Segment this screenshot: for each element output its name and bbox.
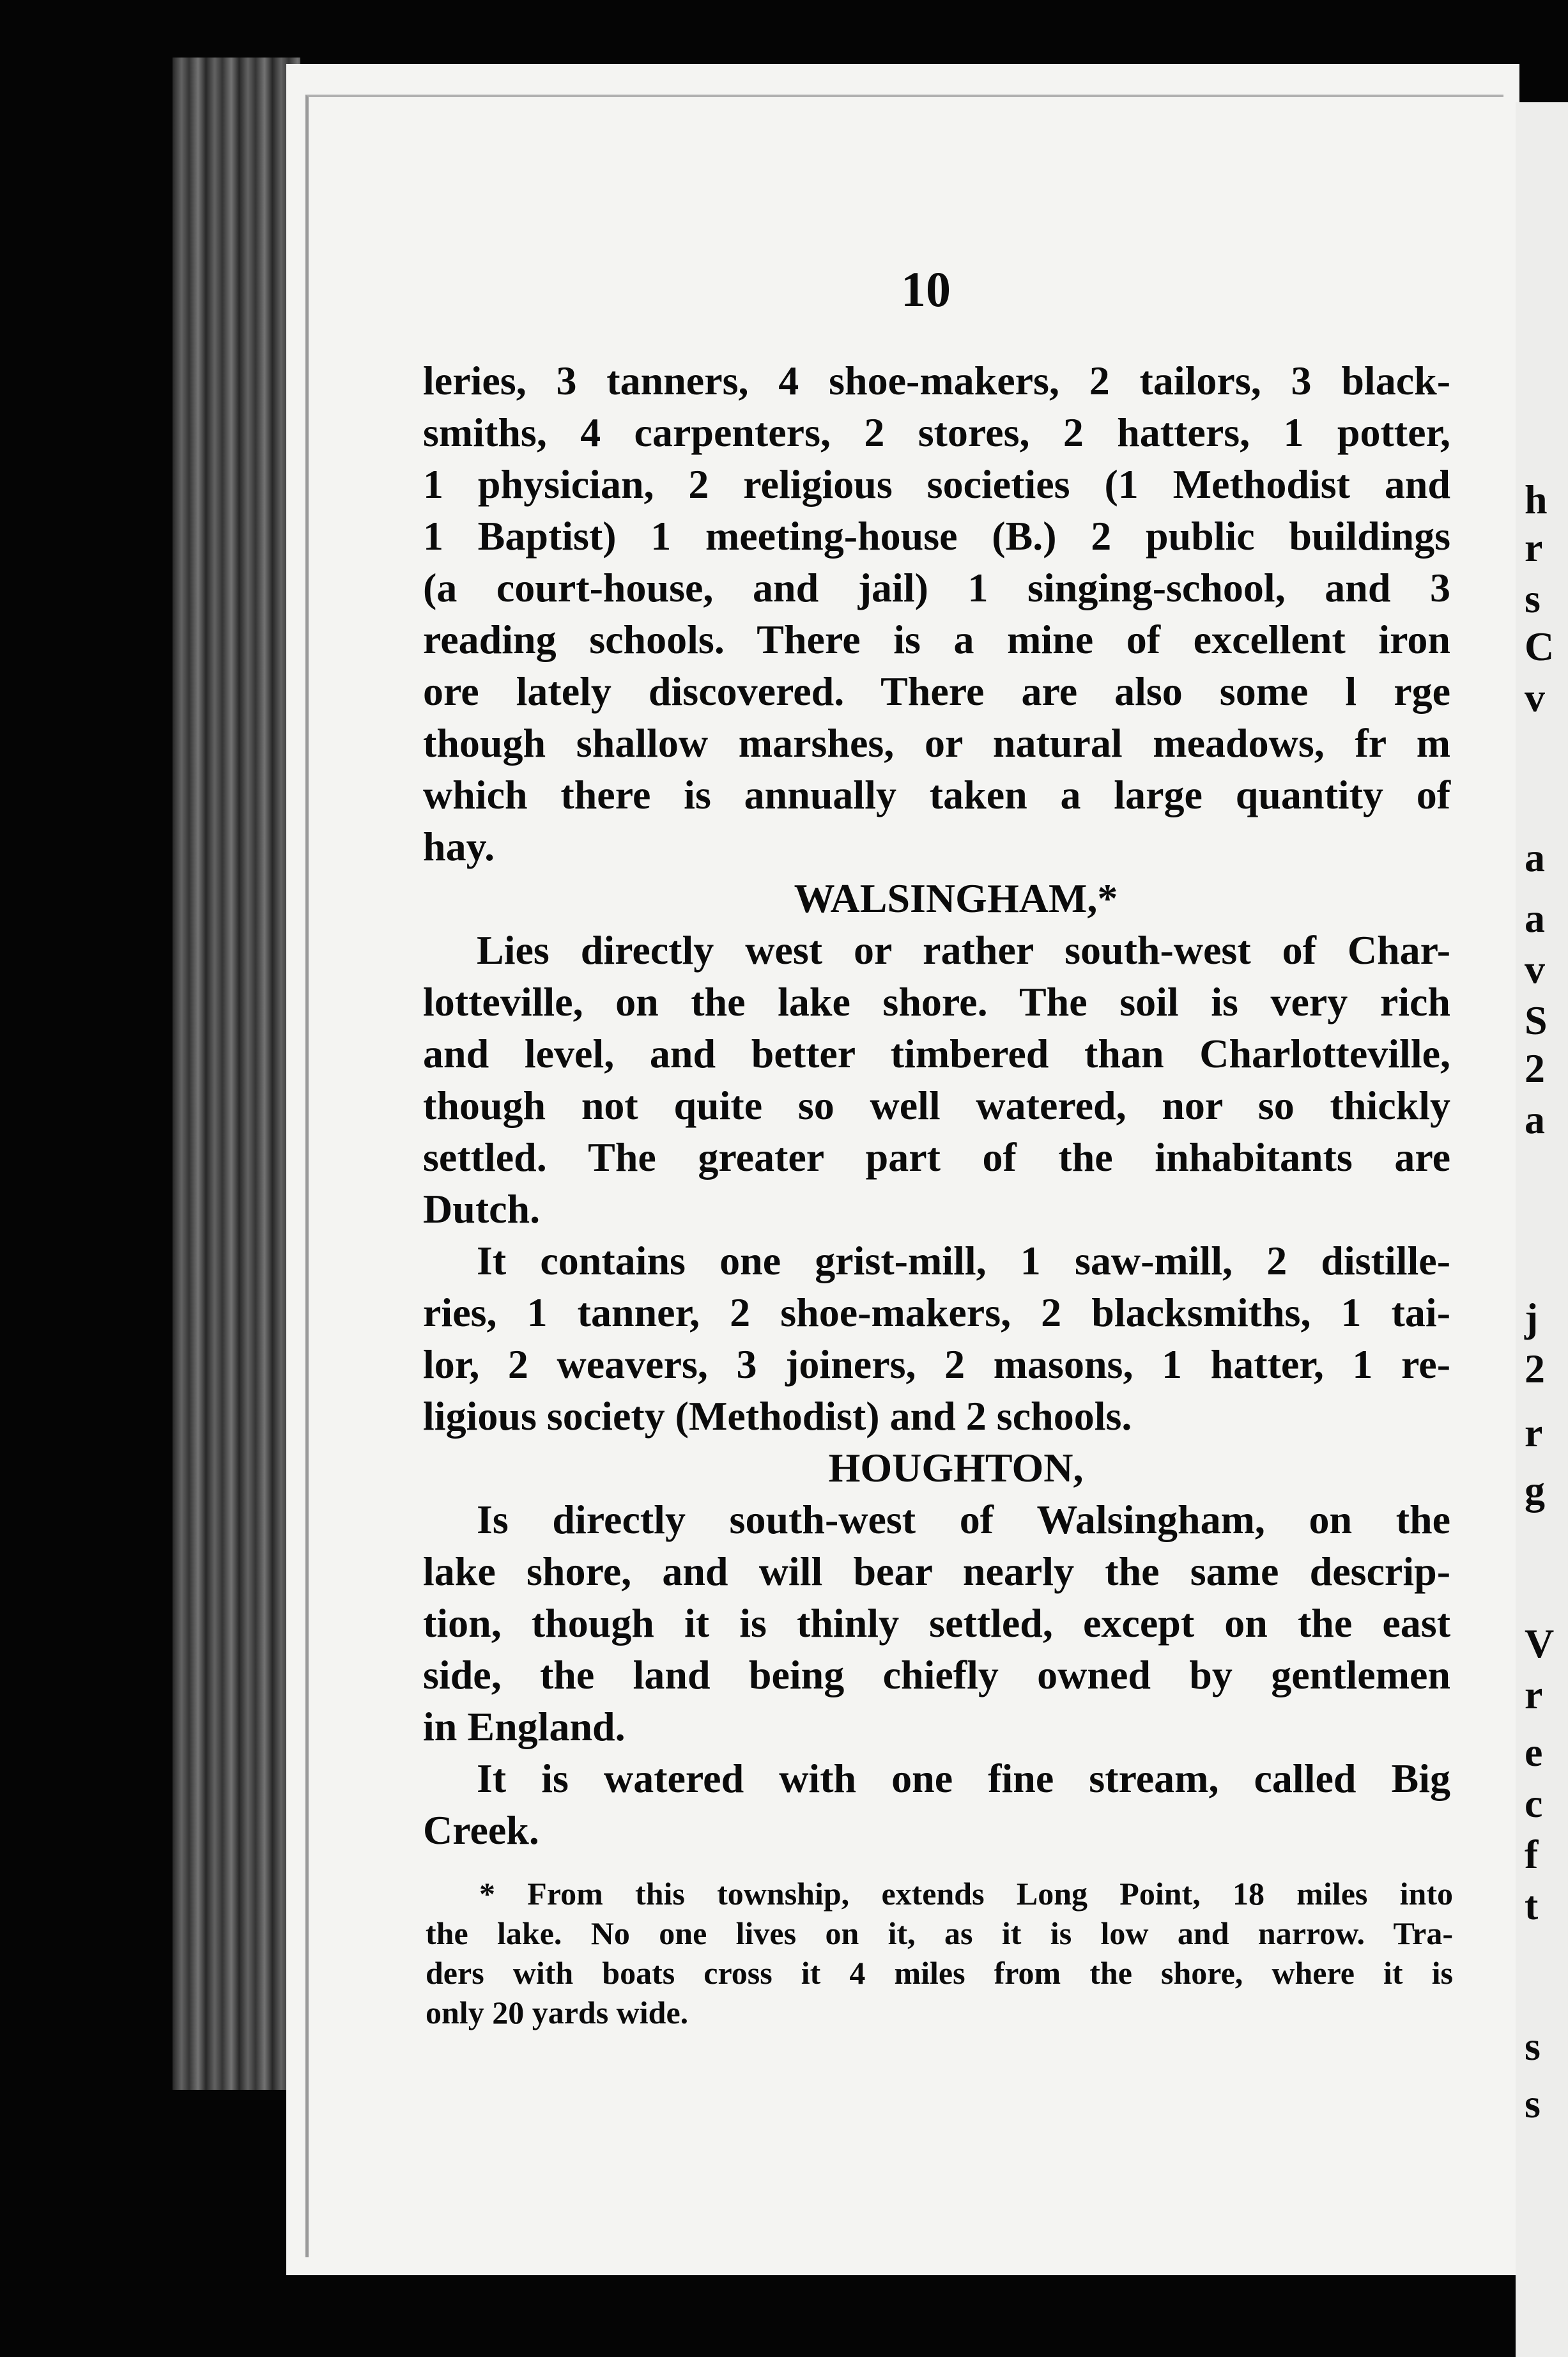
- facing-page-fragment: s: [1525, 2023, 1541, 2069]
- facing-page-fragment: r: [1525, 525, 1543, 570]
- facing-page-fragment: a: [1525, 895, 1545, 941]
- paragraph-walsingham-contents: [423, 1235, 1450, 1442]
- facing-page-fragment: 2: [1525, 1346, 1545, 1391]
- text-line: settled. The greater part of the inhabitants are: [423, 1134, 1450, 1180]
- text-line: Is directly south-west of Walsingham, on the: [477, 1497, 1450, 1542]
- section-heading-walsingham: WALSINGHAM,*: [794, 876, 1118, 921]
- text-line: hay.: [423, 824, 495, 869]
- paragraph-houghton-description: [423, 1494, 1450, 1752]
- facing-page-fragment: f: [1525, 1832, 1539, 1877]
- facing-page-fragment: h: [1525, 477, 1548, 522]
- facing-page-fragment: g: [1525, 1467, 1545, 1513]
- facing-page-fragment: 2: [1525, 1046, 1545, 1091]
- text-line: 1 Baptist) 1 meeting-house (B.) 2 public buildings: [423, 513, 1450, 559]
- text-line: ries, 1 tanner, 2 shoe-makers, 2 blacksmiths, 1 tai-: [423, 1290, 1450, 1335]
- text-line: 1 physician, 2 religious societies (1 Methodist and: [423, 461, 1450, 507]
- facing-page-fragment: V: [1525, 1621, 1555, 1666]
- text-line: It contains one grist-mill, 1 saw-mill, 2 distille-: [477, 1238, 1450, 1283]
- facing-page-fragment: v: [1525, 947, 1545, 992]
- facing-page-fragment: c: [1525, 1781, 1543, 1826]
- text-line: ligious society (Methodist) and 2 schools.: [423, 1393, 1132, 1439]
- facing-page-fragment: a: [1525, 835, 1545, 880]
- facing-page-fragment: j: [1525, 1295, 1539, 1340]
- text-line: (a court-house, and jail) 1 singing-school, and 3: [423, 565, 1450, 610]
- footnote: [426, 1874, 1453, 2032]
- page-body-text: [423, 355, 1450, 1856]
- text-line: which there is annually taken a large quantity of: [423, 772, 1450, 817]
- text-line: It is watered with one fine stream, called Big: [477, 1756, 1450, 1801]
- section-heading-houghton: HOUGHTON,: [828, 1445, 1084, 1490]
- facing-page-fragment: v: [1525, 675, 1545, 720]
- footnote-line: only 20 yards wide.: [426, 1995, 689, 2030]
- text-line: ore lately discovered. There are also some l rge: [423, 668, 1450, 714]
- text-line: though shallow marshes, or natural meadows, fr m: [423, 720, 1450, 766]
- facing-page-fragment: C: [1525, 624, 1555, 669]
- footnote-line: ders with boats cross it 4 miles from the shore, where it is: [426, 1955, 1453, 1991]
- text-line: and level, and better timbered than Charlotteville,: [423, 1031, 1450, 1076]
- footnote-line: * From this township, extends Long Point, 18 miles into: [479, 1876, 1453, 1912]
- text-line: lor, 2 weavers, 3 joiners, 2 masons, 1 hatter, 1 re-: [423, 1341, 1450, 1387]
- text-line: reading schools. There is a mine of excellent iron: [423, 617, 1450, 662]
- text-line: in England.: [423, 1704, 626, 1749]
- facing-page-fragment: r: [1525, 1410, 1543, 1455]
- facing-page-fragment: t: [1525, 1883, 1539, 1928]
- text-line: Dutch.: [423, 1186, 541, 1232]
- facing-page-edge: [1516, 102, 1568, 2357]
- text-line: leries, 3 tanners, 4 shoe-makers, 2 tailors, 3 black-: [423, 358, 1450, 403]
- text-line: side, the land being chiefly owned by gentlemen: [423, 1652, 1450, 1697]
- paragraph-houghton-stream: [423, 1752, 1450, 1856]
- facing-page-fragment: s: [1525, 2081, 1541, 2126]
- text-line: though not quite so well watered, nor so thickly: [423, 1083, 1450, 1128]
- book-spine: [173, 58, 300, 2090]
- text-line: Creek.: [423, 1807, 539, 1853]
- facing-page-fragment: s: [1525, 576, 1541, 621]
- text-line: lake shore, and will bear nearly the same descrip-: [423, 1549, 1450, 1594]
- paragraph-walsingham-description: [423, 924, 1450, 1235]
- text-line: smiths, 4 carpenters, 2 stores, 2 hatters, 1 potter,: [423, 410, 1450, 455]
- footnote-line: the lake. No one lives on it, as it is low and narrow. Tra-: [426, 1915, 1453, 1951]
- paragraph-continued: [423, 355, 1450, 872]
- facing-page-fragment: S: [1525, 998, 1548, 1043]
- facing-page-fragment: r: [1525, 1672, 1543, 1717]
- facing-page-fragment: e: [1525, 1729, 1543, 1775]
- page-number: 10: [901, 261, 951, 317]
- text-line: Lies directly west or rather south-west of Char-: [477, 927, 1450, 973]
- facing-page-fragment: a: [1525, 1097, 1545, 1142]
- text-line: lotteville, on the lake shore. The soil is very rich: [423, 979, 1450, 1024]
- text-line: tion, though it is thinly settled, except on the east: [423, 1600, 1450, 1646]
